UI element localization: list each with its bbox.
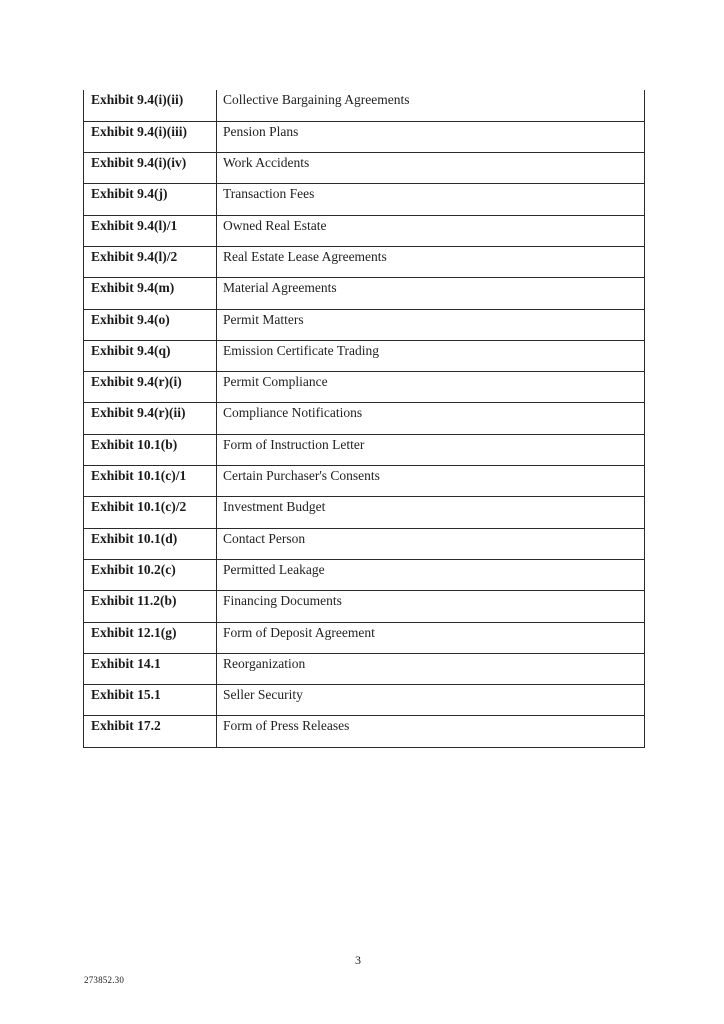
table-row — [84, 403, 645, 434]
exhibit-title: Permit Compliance — [217, 372, 645, 403]
table-row — [84, 434, 645, 465]
table-row — [84, 153, 645, 184]
exhibit-table-body — [84, 90, 645, 747]
exhibit-title: Pension Plans — [217, 121, 645, 152]
exhibit-number: Exhibit 9.4(r)(ii) — [84, 403, 217, 434]
table-row — [84, 591, 645, 622]
exhibit-number: Exhibit 9.4(i)(iv) — [84, 153, 217, 184]
table-row — [84, 497, 645, 528]
document-id: 273852.30 — [84, 975, 125, 985]
exhibit-number: Exhibit 10.1(c)/2 — [84, 497, 217, 528]
exhibit-title: Seller Security — [217, 685, 645, 716]
exhibit-number: Exhibit 9.4(i)(iii) — [84, 121, 217, 152]
exhibit-title: Material Agreements — [217, 278, 645, 309]
exhibit-title: Permit Matters — [217, 309, 645, 340]
exhibit-number: Exhibit 10.1(c)/1 — [84, 466, 217, 497]
exhibit-number: Exhibit 10.2(c) — [84, 559, 217, 590]
exhibit-number: Exhibit 12.1(g) — [84, 622, 217, 653]
exhibit-title: Form of Deposit Agreement — [217, 622, 645, 653]
table-row — [84, 685, 645, 716]
exhibit-title: Real Estate Lease Agreements — [217, 246, 645, 277]
exhibit-title: Compliance Notifications — [217, 403, 645, 434]
exhibit-title: Reorganization — [217, 653, 645, 684]
table-row — [84, 184, 645, 215]
table-row — [84, 372, 645, 403]
table-row — [84, 340, 645, 371]
exhibit-number: Exhibit 9.4(i)(ii) — [84, 90, 217, 121]
exhibit-number: Exhibit 17.2 — [84, 716, 217, 747]
exhibit-number: Exhibit 9.4(r)(i) — [84, 372, 217, 403]
page-number: 3 — [355, 953, 361, 967]
exhibit-number: Exhibit 9.4(j) — [84, 184, 217, 215]
exhibit-number: Exhibit 9.4(q) — [84, 340, 217, 371]
exhibit-number: Exhibit 9.4(o) — [84, 309, 217, 340]
exhibit-number: Exhibit 9.4(l)/1 — [84, 215, 217, 246]
exhibit-title: Investment Budget — [217, 497, 645, 528]
table-row — [84, 215, 645, 246]
table-row — [84, 466, 645, 497]
exhibit-table — [83, 90, 645, 748]
exhibit-title: Emission Certificate Trading — [217, 340, 645, 371]
exhibit-title: Certain Purchaser's Consents — [217, 466, 645, 497]
exhibit-title: Work Accidents — [217, 153, 645, 184]
table-row — [84, 528, 645, 559]
table-row — [84, 622, 645, 653]
table-row — [84, 559, 645, 590]
exhibit-number: Exhibit 9.4(l)/2 — [84, 246, 217, 277]
table-row — [84, 278, 645, 309]
exhibit-number: Exhibit 14.1 — [84, 653, 217, 684]
exhibit-number: Exhibit 9.4(m) — [84, 278, 217, 309]
exhibit-title: Form of Press Releases — [217, 716, 645, 747]
table-row — [84, 653, 645, 684]
table-row — [84, 121, 645, 152]
table-row — [84, 246, 645, 277]
table-row — [84, 90, 645, 121]
exhibit-title: Permitted Leakage — [217, 559, 645, 590]
exhibit-number: Exhibit 15.1 — [84, 685, 217, 716]
table-row — [84, 309, 645, 340]
exhibit-title: Transaction Fees — [217, 184, 645, 215]
exhibit-number: Exhibit 11.2(b) — [84, 591, 217, 622]
exhibit-title: Financing Documents — [217, 591, 645, 622]
exhibit-title: Contact Person — [217, 528, 645, 559]
exhibit-number: Exhibit 10.1(b) — [84, 434, 217, 465]
table-row — [84, 716, 645, 747]
exhibit-title: Collective Bargaining Agreements — [217, 90, 645, 121]
exhibit-number: Exhibit 10.1(d) — [84, 528, 217, 559]
exhibit-title: Owned Real Estate — [217, 215, 645, 246]
exhibit-title: Form of Instruction Letter — [217, 434, 645, 465]
